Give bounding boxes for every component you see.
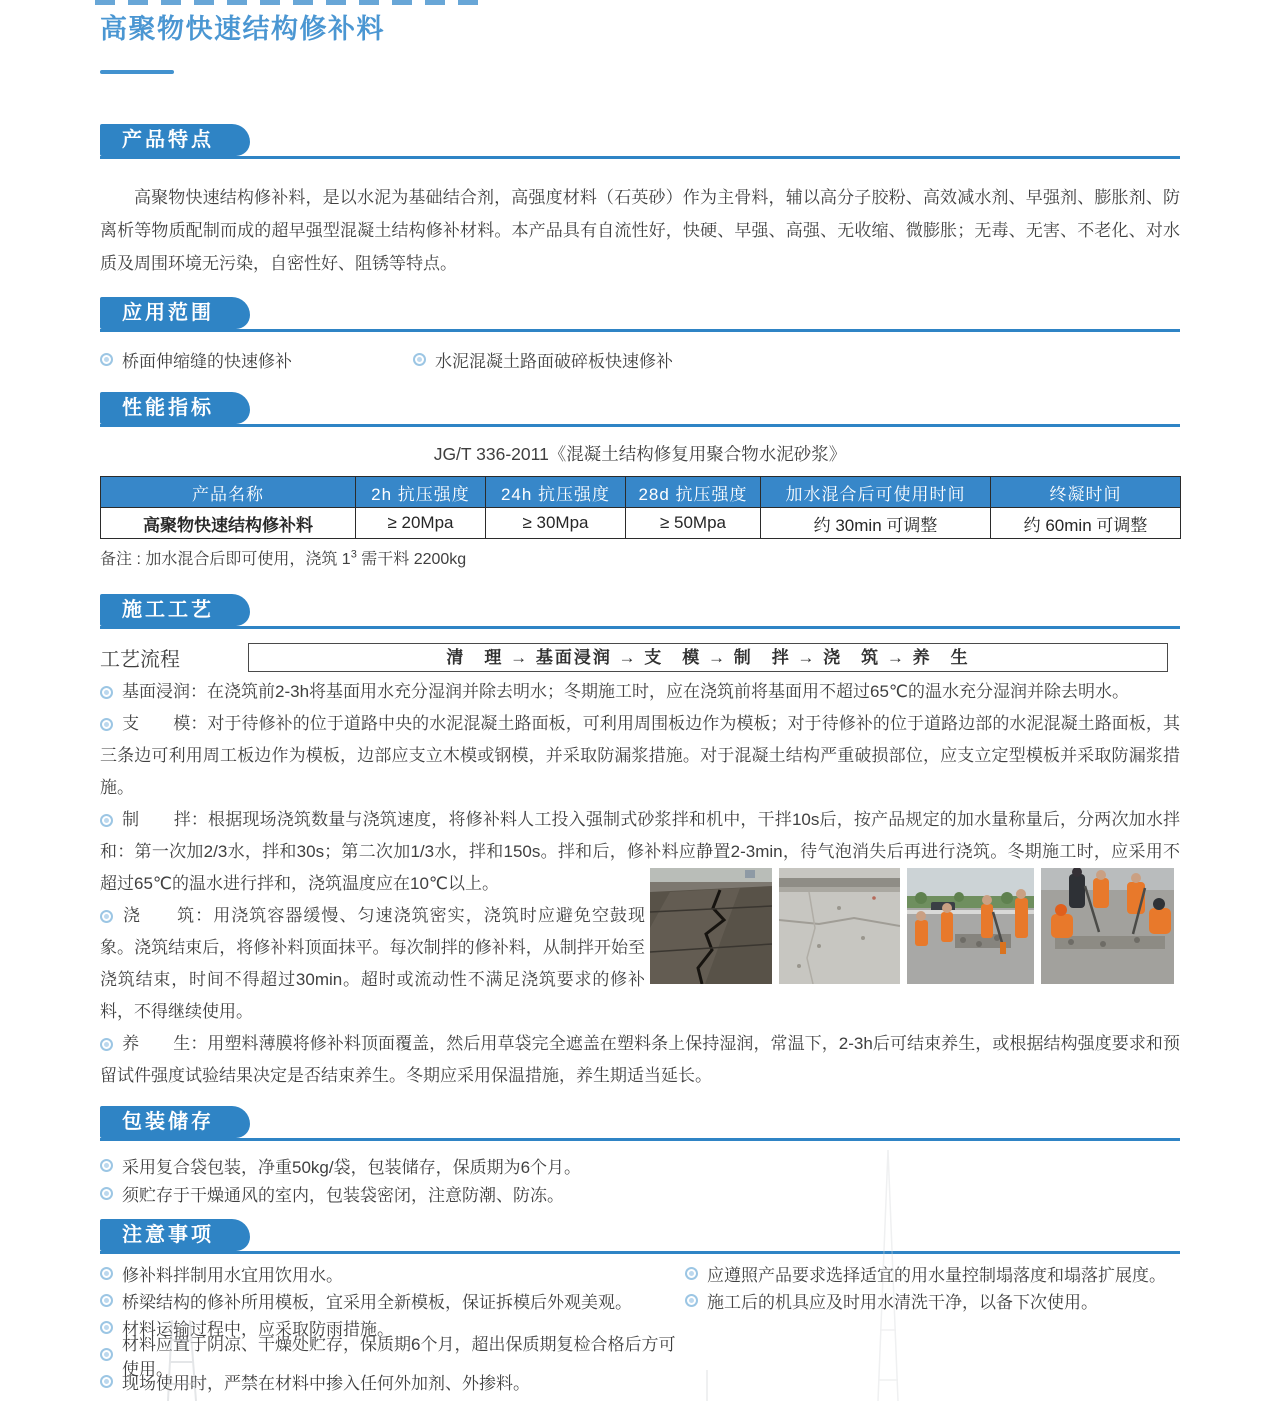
section-header-features — [100, 124, 1180, 159]
note-item — [100, 1288, 685, 1313]
cracked-bridge-deck-photo — [650, 868, 772, 984]
process-heading-badge: 施工工艺 — [100, 594, 250, 626]
bullet-ring-icon — [685, 1267, 698, 1280]
packaging-item-label: 须贮存于干燥通风的室内，包装袋密闭，注意防潮、防冻。 — [122, 1185, 564, 1205]
note-item-label: 修补料拌制用水宜用饮用水。 — [122, 1266, 343, 1285]
note-item — [100, 1369, 685, 1394]
remark-text: 备注 : 加水混合后即可使用，浇筑 1 — [100, 551, 351, 568]
section-header-packaging — [100, 1106, 1180, 1141]
note-item — [685, 1261, 1180, 1286]
note-item-label: 材料运输过程中，应采取防雨措施。 — [122, 1320, 394, 1339]
bullet-ring-icon — [100, 1187, 113, 1200]
damaged-concrete-slab-photo — [779, 868, 900, 984]
application-item-label: 水泥混凝土路面破碎板快速修补 — [435, 351, 673, 371]
title-underline — [100, 70, 174, 74]
col-header: 2h 抗压强度 — [356, 477, 486, 508]
packaging-list — [100, 1151, 1180, 1207]
process-step — [100, 676, 1180, 708]
note-item-label: 施工后的机具应及时用水清洗干净，以备下次使用。 — [707, 1293, 1098, 1312]
step-label: 养 生： — [122, 1034, 208, 1053]
section-header-applications — [100, 297, 1180, 332]
step-text: 根据现场浇筑数量与浇筑速度，将修补料人工投入强制式砂浆拌和机中，干拌10s后，按产品规定的加水量称量后，分两次加水拌和：第一次加2/3水，拌和30s；第二次加1/3水，拌和150s。拌和后，修补料应静置2-3min，待气泡消失后再进行浇筑。冬期施工时，应采用不超过65℃的温水进行拌和，浇筑温度应在10℃以上。 — [100, 810, 1180, 893]
performance-table — [100, 476, 1181, 539]
bullet-ring-icon — [100, 1267, 113, 1280]
table-cell: 约 60min 可调整 — [991, 508, 1181, 539]
note-item — [685, 1288, 1180, 1313]
joint-patching-crew-photo — [1041, 868, 1174, 984]
step-label: 支 模： — [122, 714, 208, 733]
table-cell: 高聚物快速结构修补料 — [101, 508, 356, 539]
col-header: 终凝时间 — [991, 477, 1181, 508]
bullet-ring-icon — [100, 1375, 113, 1388]
col-header: 产品名称 — [101, 477, 356, 508]
flow-diagram-box: 清 理 → 基面浸润 → 支 模 → 制 拌 → 浇 筑 → 养 生 — [248, 643, 1168, 672]
table-remark — [100, 546, 1180, 568]
table-cell: ≥ 30Mpa — [486, 508, 626, 539]
bullet-ring-icon — [100, 1321, 113, 1334]
step-text: 用浇筑容器缓慢、匀速浇筑密实，浇筑时应避免空鼓现象。浇筑结束后，将修补料顶面抹平。每次制拌的修补料，从制拌开始至浇筑结束，时间不得超过30min。超时或流动性不满足浇筑要求的修补料，不得继续使用。 — [100, 906, 646, 1021]
application-item-label: 桥面伸缩缝的快速修补 — [122, 351, 292, 371]
note-item-label: 材料应置于阴凉、干燥处贮存，保质期6个月，超出保质期复检合格后方可使用。 — [122, 1334, 676, 1379]
table-cell: 约 30min 可调整 — [761, 508, 991, 539]
process-step — [100, 708, 1180, 804]
packaging-item — [100, 1179, 1180, 1207]
applications-list — [100, 347, 1180, 371]
applications-heading-badge: 应用范围 — [100, 297, 250, 329]
notes-grid — [100, 1260, 1180, 1395]
step-label: 基面浸润： — [122, 682, 207, 701]
process-flow-row — [100, 642, 1180, 672]
table-row — [101, 508, 1181, 539]
bullet-ring-icon — [100, 1294, 113, 1307]
table-header-row — [101, 477, 1181, 508]
bullet-ring-icon — [685, 1294, 698, 1307]
section-header-performance — [100, 392, 1180, 427]
step-label: 制 拌： — [122, 810, 209, 829]
section-header-process — [100, 594, 1180, 629]
document-content — [100, 0, 1180, 1395]
col-header: 28d 抗压强度 — [626, 477, 761, 508]
col-header: 24h 抗压强度 — [486, 477, 626, 508]
features-heading-badge: 产品特点 — [100, 124, 250, 156]
photo-strip — [650, 868, 1174, 984]
bullet-ring-icon — [100, 1348, 113, 1361]
table-cell: ≥ 20Mpa — [356, 508, 486, 539]
step-text: 用塑料薄膜将修补料顶面覆盖，然后用草袋完全遮盖在塑料条上保持湿润，常温下，2-3h后可结束养生，或根据结构强度要求和预留试件强度试验结果决定是否结束养生。冬期应采用保温措施，养生期适当延长。 — [100, 1034, 1180, 1085]
note-item — [100, 1261, 685, 1286]
bullet-ring-icon — [100, 814, 113, 827]
page-title: 高聚物快速结构修补料 — [100, 14, 385, 44]
superscript-3: 3 — [350, 548, 357, 561]
packaging-heading-badge: 包装储存 — [100, 1106, 250, 1138]
bullet-ring-icon — [100, 686, 113, 699]
note-item-label: 现场使用时，严禁在材料中掺入任何外加剂、外掺料。 — [122, 1374, 530, 1393]
bullet-ring-icon — [100, 910, 113, 923]
bullet-ring-icon — [100, 718, 113, 731]
process-step — [100, 1028, 1180, 1092]
section-header-notes — [100, 1219, 1180, 1254]
notes-heading-badge: 注意事项 — [100, 1219, 250, 1251]
packaging-item-label: 采用复合袋包装，净重50kg/袋，包装储存，保质期为6个月。 — [122, 1157, 582, 1177]
application-item — [413, 347, 673, 372]
step-label: 浇 筑： — [122, 906, 214, 925]
packaging-item — [100, 1151, 1180, 1179]
flow-label: 工艺流程 — [100, 648, 180, 671]
standard-reference: JG/T 336-2011《混凝土结构修复用聚合物水泥砂浆》 — [433, 444, 847, 464]
step-text: 在浇筑前2-3h将基面用水充分湿润并除去明水；冬期施工时，应在浇筑前将基面用不超过65℃的温水充分湿润并除去明水。 — [207, 682, 1130, 701]
performance-heading-badge: 性能指标 — [100, 392, 250, 424]
note-item-label: 应遵照产品要求选择适宜的用水量控制塌落度和塌落扩展度。 — [707, 1266, 1166, 1285]
bullet-ring-icon — [100, 1159, 113, 1172]
bullet-ring-icon — [100, 1038, 113, 1051]
remark-text: 需干料 2200kg — [356, 551, 467, 568]
col-header: 加水混合后可使用时间 — [761, 477, 991, 508]
features-paragraph: 高聚物快速结构修补料，是以水泥为基础结合剂，高强度材料（石英砂）作为主骨料，辅以高分子胶粉、高效减水剂、早强剂、膨胀剂、防离析等物质配制而成的超早强型混凝土结构修补材料。本产品具有自流性好，快硬、早强、高强、无收缩、微膨胀；无毒、无害、不老化、对水质及周围环境无污染，自密性好、阻锈等特点。 — [100, 188, 1180, 273]
application-item — [100, 347, 413, 372]
road-repair-crew-photo — [907, 868, 1034, 984]
bullet-ring-icon — [100, 353, 113, 366]
table-cell: ≥ 50Mpa — [626, 508, 761, 539]
bullet-ring-icon — [413, 353, 426, 366]
step-text: 对于待修补的位于道路中央的水泥混凝土路面板，可利用周围板边作为模板；对于待修补的位于道路边部的水泥混凝土路面板，其三条边可利用周工板边作为模板，边部应支立木模或钢模，并采取防漏浆措施。对于混凝土结构严重破损部位，应支立定型模板并采取防漏浆措施。 — [100, 714, 1181, 797]
process-step — [100, 900, 645, 1028]
note-item-label: 桥梁结构的修补所用模板，宜采用全新模板，保证拆模后外观美观。 — [122, 1293, 632, 1312]
